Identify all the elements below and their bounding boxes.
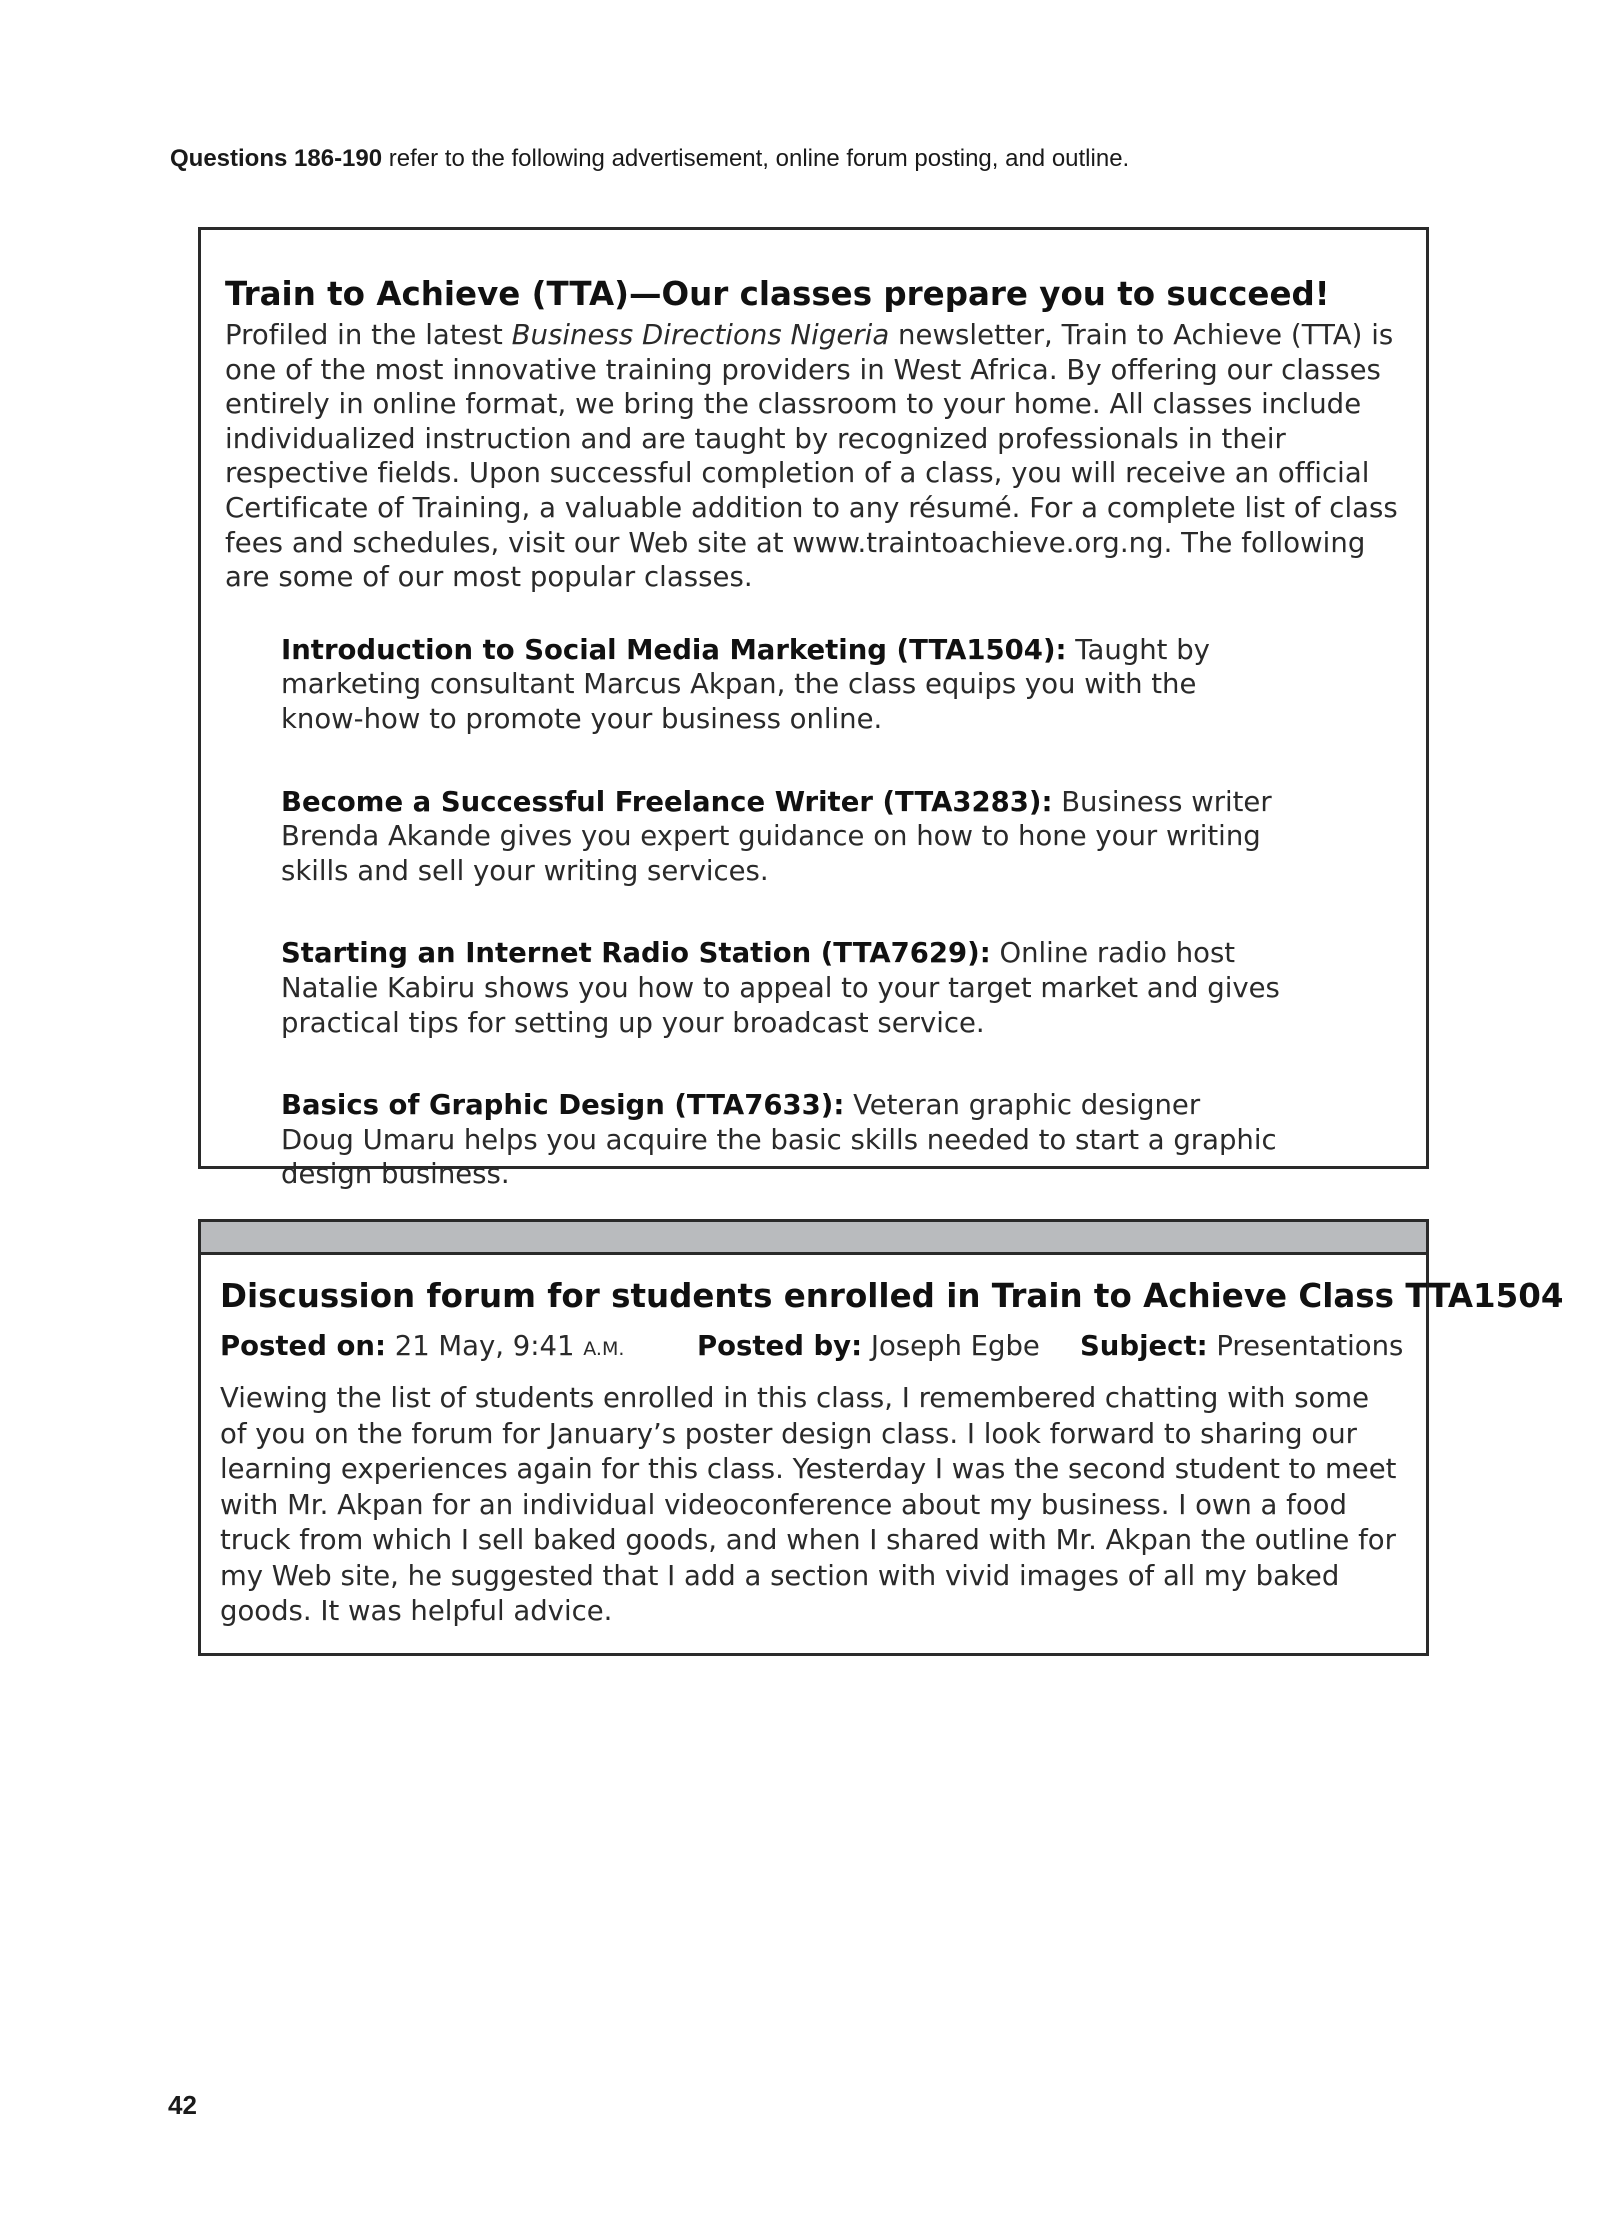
posted-by-value: Joseph Egbe (862, 1330, 1040, 1362)
subject-value: Presentations (1207, 1330, 1404, 1362)
class-description: Veteran graphic designer Doug Umaru helps you acquire the basic skills needed to start a graphic design business. (281, 1089, 1277, 1191)
forum-title: Discussion forum for students enrolled in Train to Achieve Class TTA1504 (220, 1277, 1564, 1315)
forum-header-bar (201, 1222, 1426, 1255)
publication-name: Business Directions Nigeria (511, 319, 890, 351)
class-name: Become a Successful Freelance Writer (TTA3283): (281, 785, 1053, 818)
posted-on (220, 1326, 624, 1369)
forum-posting (198, 1219, 1564, 1656)
advertisement-body-part2: newsletter, Train to Achieve (TTA) is one of the most innovative training providers in West Africa. By offering our classes entirely in online format, we bring the classroom to your home. All classes include individualized instruction and are taught by recognized professionals in their respective fields. Upon successful completion of a class, you will receive an official Certificate of Training, a valuable addition to any résumé. For a complete list of class fees and schedules, visit our Web site at www.traintoachieve.org.ng. The following are some of our most popular classes. (225, 319, 1398, 594)
advertisement-body-part1: Profiled in the latest (225, 319, 512, 351)
class-name: Introduction to Social Media Marketing (TTA1504): (281, 633, 1067, 666)
posted-on-date: 21 May, 9:41 (385, 1330, 584, 1362)
class-name: Basics of Graphic Design (TTA7633): (281, 1089, 845, 1122)
page-number: 42 (168, 2090, 197, 2120)
advertisement-body (225, 318, 1400, 595)
class-item (281, 633, 1281, 737)
class-description: Business writer Brenda Akande gives you expert guidance on how to hone your writing skills and sell your writing services. (281, 785, 1272, 887)
class-item (281, 936, 1281, 1040)
class-item (281, 1088, 1281, 1192)
question-range: Questions 186-190 (170, 145, 383, 172)
class-description: Online radio host Natalie Kabiru shows you how to appeal to your target market and gives practical tips for setting up your broadcast service. (281, 937, 1280, 1039)
class-description: Taught by marketing consultant Marcus Akpan, the class equips you with the know-how to promote your business online. (281, 633, 1210, 735)
advertisement-title: Train to Achieve (TTA)—Our classes prepare you to succeed! (225, 275, 1330, 313)
question-header (170, 145, 1129, 173)
subject-label: Subject: (1080, 1330, 1208, 1362)
subject (1080, 1326, 1403, 1366)
posted-on-label: Posted on: (220, 1330, 386, 1362)
question-intro: refer to the following advertisement, online forum posting, and outline. (382, 145, 1130, 172)
advertisement (198, 227, 1429, 1191)
post-meta (220, 1326, 1404, 1366)
posted-on-ampm: A.M. (583, 1338, 625, 1360)
posted-by (697, 1326, 1040, 1366)
forum-post-body: Viewing the list of students enrolled in this class, I remembered chatting with some of you on the forum for January’s poster design class. I look forward to sharing our learning experiences again for this class. Yesterday I was the second student to meet with Mr. Akpan for an individual videoconference about my business. I own a food truck from which I sell baked goods, and when I shared with Mr. Akpan the outline for my Web site, he suggested that I add a section with vivid images of all my baked goods. It was helpful advice. (220, 1382, 1397, 1627)
class-item (281, 785, 1281, 889)
class-name: Starting an Internet Radio Station (TTA7629): (281, 937, 991, 970)
posted-by-label: Posted by: (697, 1330, 863, 1362)
